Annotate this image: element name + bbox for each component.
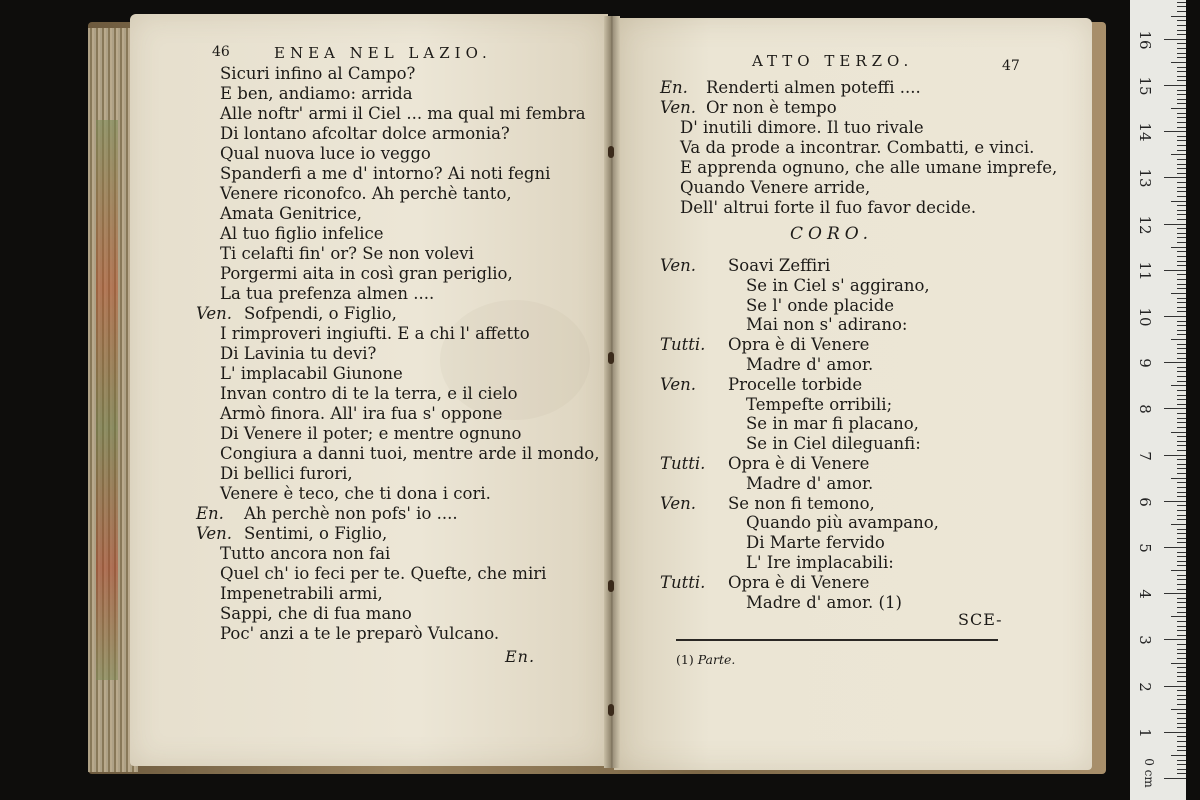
ruler-tick bbox=[1177, 210, 1186, 211]
ruler-tick bbox=[1177, 196, 1186, 197]
verse-line: Quel ch' io feci per te. Quefte, che miri bbox=[220, 564, 547, 583]
ruler-tick bbox=[1177, 173, 1186, 174]
ruler-number: 4 bbox=[1136, 589, 1154, 599]
verse-line: Va da prode a incontrar. Combatti, e vinci. bbox=[680, 138, 1035, 157]
coro-heading: CORO. bbox=[790, 224, 874, 244]
ruler-tick bbox=[1177, 94, 1186, 95]
verse-line: Armò finora. All' ira fua s' oppone bbox=[220, 404, 503, 423]
ruler-tick bbox=[1177, 542, 1186, 543]
ruler-number: 5 bbox=[1136, 543, 1154, 553]
ruler-tick bbox=[1177, 418, 1186, 419]
ruler-tick bbox=[1171, 570, 1186, 571]
ruler-tick bbox=[1164, 85, 1186, 86]
ruler-tick bbox=[1177, 344, 1186, 345]
verse-line: Alle noftr' armi il Ciel ... ma qual mi fembra bbox=[220, 104, 586, 123]
ruler-tick bbox=[1171, 755, 1186, 756]
ruler-tick bbox=[1177, 422, 1186, 423]
ruler-tick bbox=[1177, 598, 1186, 599]
ruler-tick bbox=[1171, 108, 1186, 109]
ruler-tick bbox=[1171, 663, 1186, 664]
verse-line: Opra è di Venere bbox=[728, 454, 870, 473]
ruler-tick bbox=[1177, 713, 1186, 714]
ruler-tick bbox=[1177, 653, 1186, 654]
ruler-tick bbox=[1177, 279, 1186, 280]
ruler-tick bbox=[1177, 353, 1186, 354]
ruler-tick bbox=[1171, 16, 1186, 17]
ruler-tick bbox=[1177, 122, 1186, 123]
verse-line: Se non fi temono, bbox=[728, 493, 875, 513]
verse-line: Sentimi, o Figlio, bbox=[244, 524, 388, 543]
ruler-tick bbox=[1177, 348, 1186, 349]
ruler-tick bbox=[1177, 612, 1186, 613]
ruler-tick bbox=[1164, 639, 1186, 640]
ruler-tick bbox=[1177, 53, 1186, 54]
ruler-tick bbox=[1177, 390, 1186, 391]
footnote bbox=[676, 652, 735, 667]
ruler-tick bbox=[1171, 154, 1186, 155]
ruler-tick bbox=[1177, 302, 1186, 303]
ruler-tick bbox=[1177, 575, 1186, 576]
ruler-tick bbox=[1177, 635, 1186, 636]
ruler-tick bbox=[1164, 316, 1186, 317]
ruler-tick bbox=[1164, 270, 1186, 271]
ruler-tick bbox=[1177, 274, 1186, 275]
ruler-tick bbox=[1177, 187, 1186, 188]
verse-line: Spanderfi a me d' intorno? Ai noti fegni bbox=[220, 164, 551, 183]
ruler-tick bbox=[1177, 43, 1186, 44]
ruler-tick bbox=[1177, 413, 1186, 414]
left-catchword: En. bbox=[505, 647, 536, 666]
verse-line: L' Ire implacabili: bbox=[746, 553, 894, 572]
verse-line: Dell' altrui forte il fuo favor decide. bbox=[680, 198, 977, 217]
ruler-tick bbox=[1177, 529, 1186, 530]
ruler-tick bbox=[1177, 519, 1186, 520]
ruler-tick bbox=[1177, 127, 1186, 128]
speaker-label: Ven. bbox=[660, 256, 697, 275]
ruler-tick bbox=[1177, 589, 1186, 590]
ruler-tick bbox=[1177, 395, 1186, 396]
ruler-tick bbox=[1164, 39, 1186, 40]
ruler-tick bbox=[1164, 778, 1186, 779]
verse-line: Porgermi aita in così gran periglio, bbox=[220, 264, 513, 283]
ruler-tick bbox=[1171, 339, 1186, 340]
ruler-tick bbox=[1177, 191, 1186, 192]
ruler-tick bbox=[1177, 242, 1186, 243]
ruler-tick bbox=[1177, 746, 1186, 747]
ruler-tick bbox=[1177, 764, 1186, 765]
verse-line: E ben, andiamo: arrida bbox=[220, 84, 413, 103]
verse-line: Madre d' amor. bbox=[746, 473, 874, 493]
ruler-tick bbox=[1177, 2, 1186, 3]
ruler-number: 10 bbox=[1136, 307, 1154, 327]
ruler-tick bbox=[1177, 164, 1186, 165]
speaker-label: Ven. bbox=[660, 374, 697, 394]
ruler-tick bbox=[1177, 626, 1186, 627]
ruler-tick bbox=[1177, 584, 1186, 585]
ruler-tick bbox=[1171, 62, 1186, 63]
ruler-tick bbox=[1177, 681, 1186, 682]
ruler-tick bbox=[1177, 621, 1186, 622]
ruler-tick bbox=[1177, 307, 1186, 308]
ruler-tick bbox=[1177, 450, 1186, 451]
ruler-tick bbox=[1177, 427, 1186, 428]
verse-line: Tempefte orribili; bbox=[746, 394, 893, 414]
ruler-tick bbox=[1177, 288, 1186, 289]
ruler-tick bbox=[1177, 334, 1186, 335]
right-running-head: ATTO TERZO. bbox=[752, 52, 914, 70]
ruler-tick bbox=[1177, 533, 1186, 534]
ruler-tick bbox=[1171, 432, 1186, 433]
binding-stitch bbox=[608, 352, 614, 364]
ruler-tick bbox=[1177, 325, 1186, 326]
ruler-tick bbox=[1177, 228, 1186, 229]
measuring-ruler bbox=[1130, 0, 1186, 800]
ruler-tick bbox=[1177, 117, 1186, 118]
speaker-label: Tutti. bbox=[660, 454, 706, 473]
ruler-number: 12 bbox=[1136, 215, 1154, 235]
ruler-tick bbox=[1177, 741, 1186, 742]
verse-line: Soavi Zeffiri bbox=[728, 256, 831, 275]
ruler-tick bbox=[1177, 219, 1186, 220]
verse-line: Venere è teco, che ti dona i cori. bbox=[220, 484, 491, 503]
ruler-number: 14 bbox=[1136, 122, 1154, 142]
ruler-tick bbox=[1177, 649, 1186, 650]
verse-line: Procelle torbide bbox=[728, 374, 863, 394]
ruler-number: 9 bbox=[1136, 358, 1154, 368]
verse-line: Se in Ciel dileguanfi: bbox=[746, 434, 921, 454]
ruler-tick bbox=[1177, 358, 1186, 359]
speaker-label: Ven. bbox=[196, 304, 233, 323]
ruler-tick bbox=[1177, 399, 1186, 400]
ruler-tick bbox=[1177, 113, 1186, 114]
ruler-tick bbox=[1177, 496, 1186, 497]
ruler-tick bbox=[1177, 261, 1186, 262]
speaker-label: En. bbox=[660, 78, 688, 97]
ruler-number: 15 bbox=[1136, 76, 1154, 96]
verse-line: La tua prefenza almen .... bbox=[220, 284, 435, 303]
ruler-tick bbox=[1177, 773, 1186, 774]
verse-line: Se in mar fi placano, bbox=[746, 414, 919, 434]
ruler-tick bbox=[1164, 455, 1186, 456]
verse-line: Quando più avampano, bbox=[746, 513, 939, 533]
ruler-tick bbox=[1177, 667, 1186, 668]
footnote-text: Parte. bbox=[697, 652, 736, 667]
verse-line: Tutto ancora non fai bbox=[220, 544, 391, 563]
verse-line: Madre d' amor. bbox=[746, 355, 874, 374]
ruler-tick bbox=[1177, 99, 1186, 100]
verse-line: Sofpendi, o Figlio, bbox=[244, 304, 397, 323]
ruler-tick bbox=[1177, 321, 1186, 322]
ruler-tick bbox=[1177, 468, 1186, 469]
ruler-tick bbox=[1177, 20, 1186, 21]
verse-line: Di bellici furori, bbox=[220, 464, 353, 483]
ruler-number: 11 bbox=[1136, 261, 1154, 281]
ruler-tick bbox=[1177, 34, 1186, 35]
ruler-tick bbox=[1177, 233, 1186, 234]
ruler-tick bbox=[1177, 311, 1186, 312]
ruler-number: 1 bbox=[1136, 728, 1154, 738]
marbled-endpaper bbox=[96, 120, 118, 680]
ruler-tick bbox=[1164, 224, 1186, 225]
ruler-tick bbox=[1177, 90, 1186, 91]
ruler-tick bbox=[1177, 168, 1186, 169]
verse-line: I rimproveri ingiufti. E a chi l' affetto bbox=[220, 324, 530, 343]
ruler-tick bbox=[1177, 482, 1186, 483]
binding-stitch bbox=[608, 580, 614, 592]
ruler-tick bbox=[1177, 579, 1186, 580]
ruler-tick bbox=[1164, 593, 1186, 594]
ruler-tick bbox=[1177, 251, 1186, 252]
ruler-tick bbox=[1164, 501, 1186, 502]
ruler-tick bbox=[1177, 30, 1186, 31]
ruler-tick bbox=[1177, 459, 1186, 460]
ruler-tick bbox=[1177, 561, 1186, 562]
ruler-tick bbox=[1164, 177, 1186, 178]
verse-line: L' implacabil Giunone bbox=[220, 364, 403, 383]
verse-line: Di Venere il poter; e mentre ognuno bbox=[220, 424, 522, 443]
ruler-tick bbox=[1171, 478, 1186, 479]
verse-line: Di lontano afcoltar dolce armonia? bbox=[220, 124, 510, 143]
verse-line: Ti celafti fin' or? Se non volevi bbox=[220, 244, 474, 263]
verse-line: Se in Ciel s' aggirano, bbox=[746, 275, 930, 295]
left-page-number: 46 bbox=[212, 44, 230, 60]
right-catchword: SCE- bbox=[958, 610, 1003, 629]
ruler-tick bbox=[1177, 80, 1186, 81]
speaker-label: Ven. bbox=[660, 493, 697, 513]
ruler-number: 16 bbox=[1136, 30, 1154, 50]
ruler-tick bbox=[1171, 709, 1186, 710]
ruler-tick bbox=[1177, 690, 1186, 691]
ruler-tick bbox=[1177, 505, 1186, 506]
ruler-tick bbox=[1177, 265, 1186, 266]
ruler-tick bbox=[1177, 436, 1186, 437]
ruler-tick bbox=[1164, 131, 1186, 132]
ruler-unit-label: 0 cm bbox=[1142, 758, 1156, 788]
verse-line: Venere riconofco. Ah perchè tanto, bbox=[220, 184, 512, 203]
speaker-label: En. bbox=[196, 504, 224, 523]
ruler-tick bbox=[1177, 205, 1186, 206]
verse-line: Impenetrabili armi, bbox=[220, 584, 383, 603]
ruler-tick bbox=[1177, 48, 1186, 49]
footnote-rule bbox=[676, 639, 998, 641]
ruler-tick bbox=[1177, 57, 1186, 58]
ruler-tick bbox=[1177, 145, 1186, 146]
binding-stitch bbox=[608, 704, 614, 716]
verse-line: Sappi, che di fua mano bbox=[220, 604, 412, 623]
ruler-tick bbox=[1177, 602, 1186, 603]
ruler-tick bbox=[1177, 699, 1186, 700]
ruler-tick bbox=[1177, 381, 1186, 382]
ruler-tick bbox=[1177, 556, 1186, 557]
ruler-tick bbox=[1177, 214, 1186, 215]
ruler-tick bbox=[1177, 237, 1186, 238]
footnote-mark: (1) bbox=[676, 652, 694, 667]
ruler-tick bbox=[1164, 408, 1186, 409]
ruler-number: 3 bbox=[1136, 635, 1154, 646]
verse-line: Opra è di Venere bbox=[728, 335, 870, 355]
verse-line: Renderti almen poteffi .... bbox=[706, 78, 921, 97]
verse-line: Di Marte fervido bbox=[746, 533, 885, 553]
ruler-tick bbox=[1177, 487, 1186, 488]
ruler-tick bbox=[1177, 371, 1186, 372]
verse-line: D' inutili dimore. Il tuo rivale bbox=[680, 118, 924, 137]
ruler-tick bbox=[1177, 256, 1186, 257]
ruler-tick bbox=[1177, 441, 1186, 442]
ruler-tick bbox=[1177, 464, 1186, 465]
verse-line: Invan contro di te la terra, e il cielo bbox=[220, 384, 518, 403]
ruler-tick bbox=[1171, 524, 1186, 525]
ruler-tick bbox=[1177, 25, 1186, 26]
ruler-tick bbox=[1177, 404, 1186, 405]
ruler-tick bbox=[1177, 676, 1186, 677]
ruler-tick bbox=[1177, 376, 1186, 377]
speaker-label: Tutti. bbox=[660, 572, 706, 592]
ruler-tick bbox=[1177, 760, 1186, 761]
ruler-tick bbox=[1177, 644, 1186, 645]
verse-line: Mai non s' adirano: bbox=[746, 315, 908, 335]
ruler-tick bbox=[1177, 718, 1186, 719]
ruler-tick bbox=[1177, 672, 1186, 673]
verse-line: Al tuo figlio infelice bbox=[220, 224, 384, 243]
verse-line: Or non è tempo bbox=[706, 98, 837, 117]
left-running-head: ENEA NEL LAZIO. bbox=[274, 44, 492, 62]
ruler-tick bbox=[1177, 492, 1186, 493]
ruler-number: 8 bbox=[1136, 404, 1154, 415]
verse-line: Quando Venere arride, bbox=[680, 178, 871, 197]
ruler-tick bbox=[1177, 769, 1186, 770]
ruler-tick bbox=[1171, 385, 1186, 386]
ruler-tick bbox=[1177, 736, 1186, 737]
speaker-label: Ven. bbox=[196, 524, 233, 543]
ruler-tick bbox=[1177, 367, 1186, 368]
ruler-number: 7 bbox=[1136, 450, 1154, 461]
ruler-tick bbox=[1177, 510, 1186, 511]
ruler-tick bbox=[1177, 284, 1186, 285]
speaker-label: Ven. bbox=[660, 98, 697, 117]
verse-line: Sicuri infino al Campo? bbox=[220, 64, 416, 83]
ruler-number: 13 bbox=[1136, 168, 1154, 188]
ruler-tick bbox=[1177, 473, 1186, 474]
verse-line: Poc' anzi a te le preparò Vulcano. bbox=[220, 624, 500, 643]
right-page-number: 47 bbox=[1002, 58, 1020, 74]
ruler-tick bbox=[1177, 704, 1186, 705]
ruler-tick bbox=[1171, 293, 1186, 294]
verse-line: Opra è di Venere bbox=[728, 572, 870, 592]
ruler-tick bbox=[1177, 727, 1186, 728]
verse-line: Ah perchè non pofs' io .... bbox=[244, 504, 458, 523]
ruler-tick bbox=[1177, 76, 1186, 77]
ruler-tick bbox=[1164, 362, 1186, 363]
ruler-tick bbox=[1177, 630, 1186, 631]
ruler-number: 6 bbox=[1136, 497, 1154, 507]
ruler-tick bbox=[1177, 538, 1186, 539]
ruler-tick bbox=[1177, 150, 1186, 151]
verse-line: Qual nuova luce io veggo bbox=[220, 144, 431, 163]
speaker-label: Tutti. bbox=[660, 335, 706, 355]
verse-line: Madre d' amor. (1) bbox=[746, 592, 902, 612]
verse-line: E apprenda ognuno, che alle umane imprefe, bbox=[680, 158, 1058, 177]
ruler-tick bbox=[1177, 103, 1186, 104]
verse-line: Di Lavinia tu devi? bbox=[220, 344, 377, 363]
ruler-tick bbox=[1177, 750, 1186, 751]
verse-line: Se l' onde placide bbox=[746, 295, 895, 315]
ruler-number: 2 bbox=[1136, 681, 1154, 692]
ruler-tick bbox=[1177, 6, 1186, 7]
book-gutter bbox=[604, 16, 620, 768]
ruler-tick bbox=[1177, 182, 1186, 183]
ruler-tick bbox=[1164, 547, 1186, 548]
ruler-tick bbox=[1177, 658, 1186, 659]
ruler-tick bbox=[1177, 140, 1186, 141]
ruler-tick bbox=[1177, 445, 1186, 446]
ruler-tick bbox=[1177, 695, 1186, 696]
ruler-tick bbox=[1177, 71, 1186, 72]
ruler-tick bbox=[1177, 565, 1186, 566]
ruler-tick bbox=[1177, 515, 1186, 516]
ruler-tick bbox=[1177, 159, 1186, 160]
ruler-tick bbox=[1177, 552, 1186, 553]
ruler-tick bbox=[1177, 330, 1186, 331]
ruler-tick bbox=[1177, 136, 1186, 137]
ruler-tick bbox=[1177, 607, 1186, 608]
ruler-tick bbox=[1164, 686, 1186, 687]
ruler-tick bbox=[1177, 11, 1186, 12]
binding-stitch bbox=[608, 146, 614, 158]
ruler-tick bbox=[1171, 201, 1186, 202]
ruler-tick bbox=[1164, 732, 1186, 733]
verse-line: Amata Genitrice, bbox=[220, 204, 363, 223]
ruler-tick bbox=[1177, 67, 1186, 68]
ruler-tick bbox=[1177, 723, 1186, 724]
ruler-tick bbox=[1177, 298, 1186, 299]
ruler-tick bbox=[1171, 247, 1186, 248]
verse-line: Congiura a danni tuoi, mentre arde il mondo, bbox=[220, 444, 600, 463]
ruler-tick bbox=[1171, 616, 1186, 617]
